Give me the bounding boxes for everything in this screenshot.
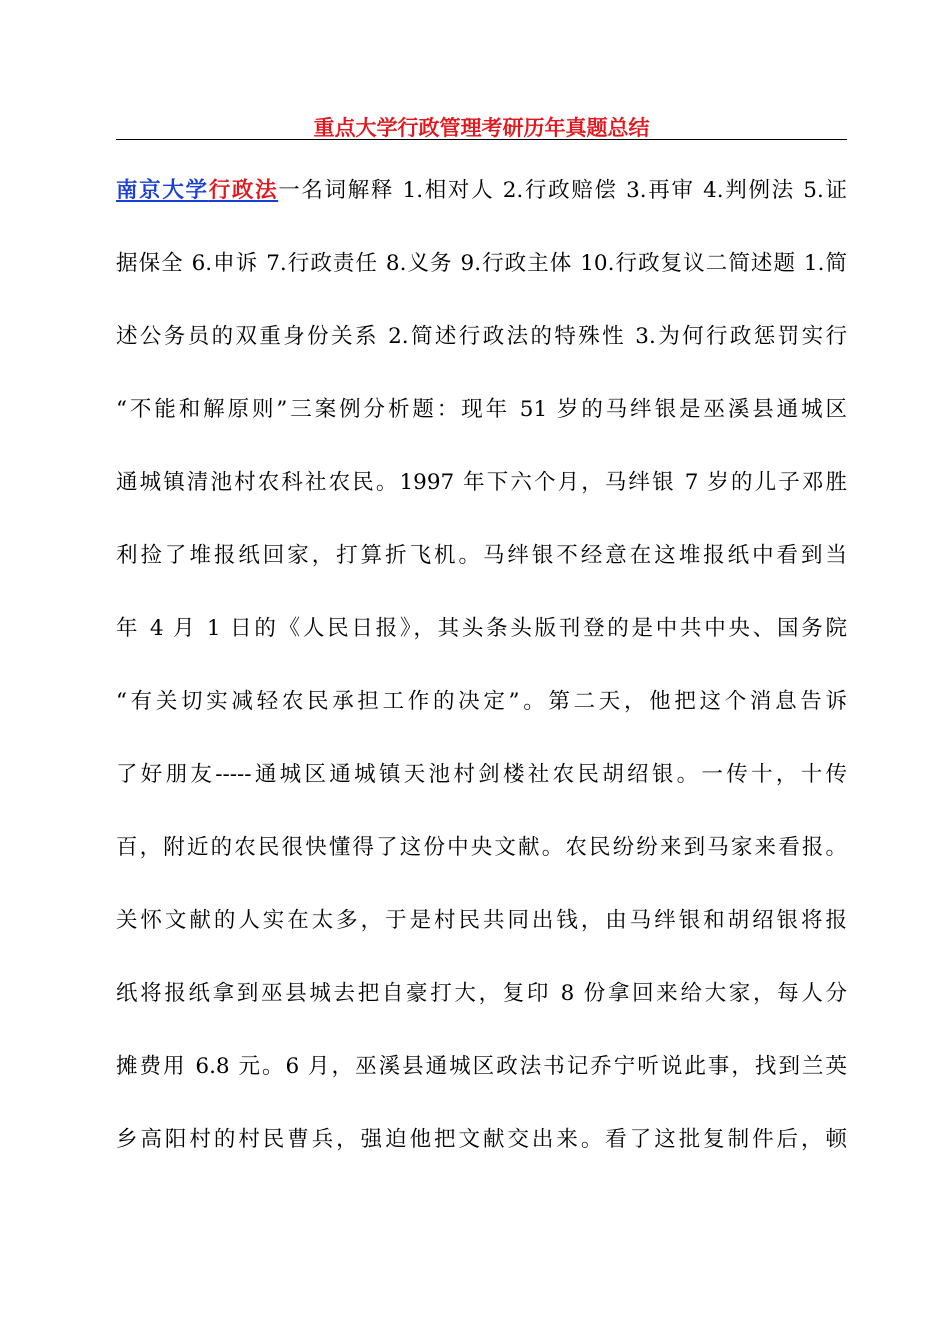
link-administrative-law[interactable]: 行政法 [208, 178, 279, 203]
body-line-9: 了好朋友-----通城区通城镇天池村剑楼社农民胡绍银。一传十，十传 [116, 762, 847, 787]
body-line-8: “有关切实减轻农民承担工作的决定”。第二天，他把这个消息告诉 [116, 689, 847, 714]
body-line-11: 关怀文献的人实在太多，于是村民共同出钱，由马绊银和胡绍银将报 [116, 908, 847, 933]
body-line-12: 纸将报纸拿到巫县城去把自豪打大，复印 8 份拿回来给大家，每人分 [116, 981, 847, 1006]
link-nanjing-university[interactable]: 南京大学 [116, 178, 209, 203]
body-line-6: 利捡了堆报纸回家，打算折飞机。马绊银不经意在这堆报纸中看到当 [116, 543, 847, 568]
body-line-5: 通城镇清池村农科社农民。1997 年下六个月，马绊银 7 岁的儿子邓胜 [116, 470, 847, 495]
body-line-7: 年 4 月 1 日的《人民日报》，其头条头版刊登的是中共中央、国务院 [116, 616, 847, 641]
body-line-3: 述公务员的双重身份关系 2.简述行政法的特殊性 3.为何行政惩罚实行 [116, 324, 847, 349]
body-line-14: 乡高阳村的村民曹兵，强迫他把文献交出来。看了这批复制件后，顿 [116, 1127, 847, 1152]
body-line-4: “不能和解原则”三案例分析题：现年 51 岁的马绊银是巫溪县通城区 [116, 397, 847, 422]
title-underline-rule [116, 139, 847, 140]
body-line-text: 一名词解释 1.相对人 2.行政赔偿 3.再审 4.判例法 5.证 [278, 178, 847, 203]
body-line-2: 据保全 6.申诉 7.行政责任 8.义务 9.行政主体 10.行政复议二简述题 1.简 [116, 251, 847, 276]
body-line-13: 摊费用 6.8 元。6 月，巫溪县通城区政法书记乔宁听说此事，找到兰英 [116, 1054, 847, 1079]
body-line-10: 百，附近的农民很快懂得了这份中央文献。农民纷纷来到马家来看报。 [116, 835, 847, 860]
document-body [116, 165, 847, 1187]
document-title: 重点大学行政管理考研历年真题总结 [313, 115, 650, 140]
body-line-1 [116, 165, 847, 238]
